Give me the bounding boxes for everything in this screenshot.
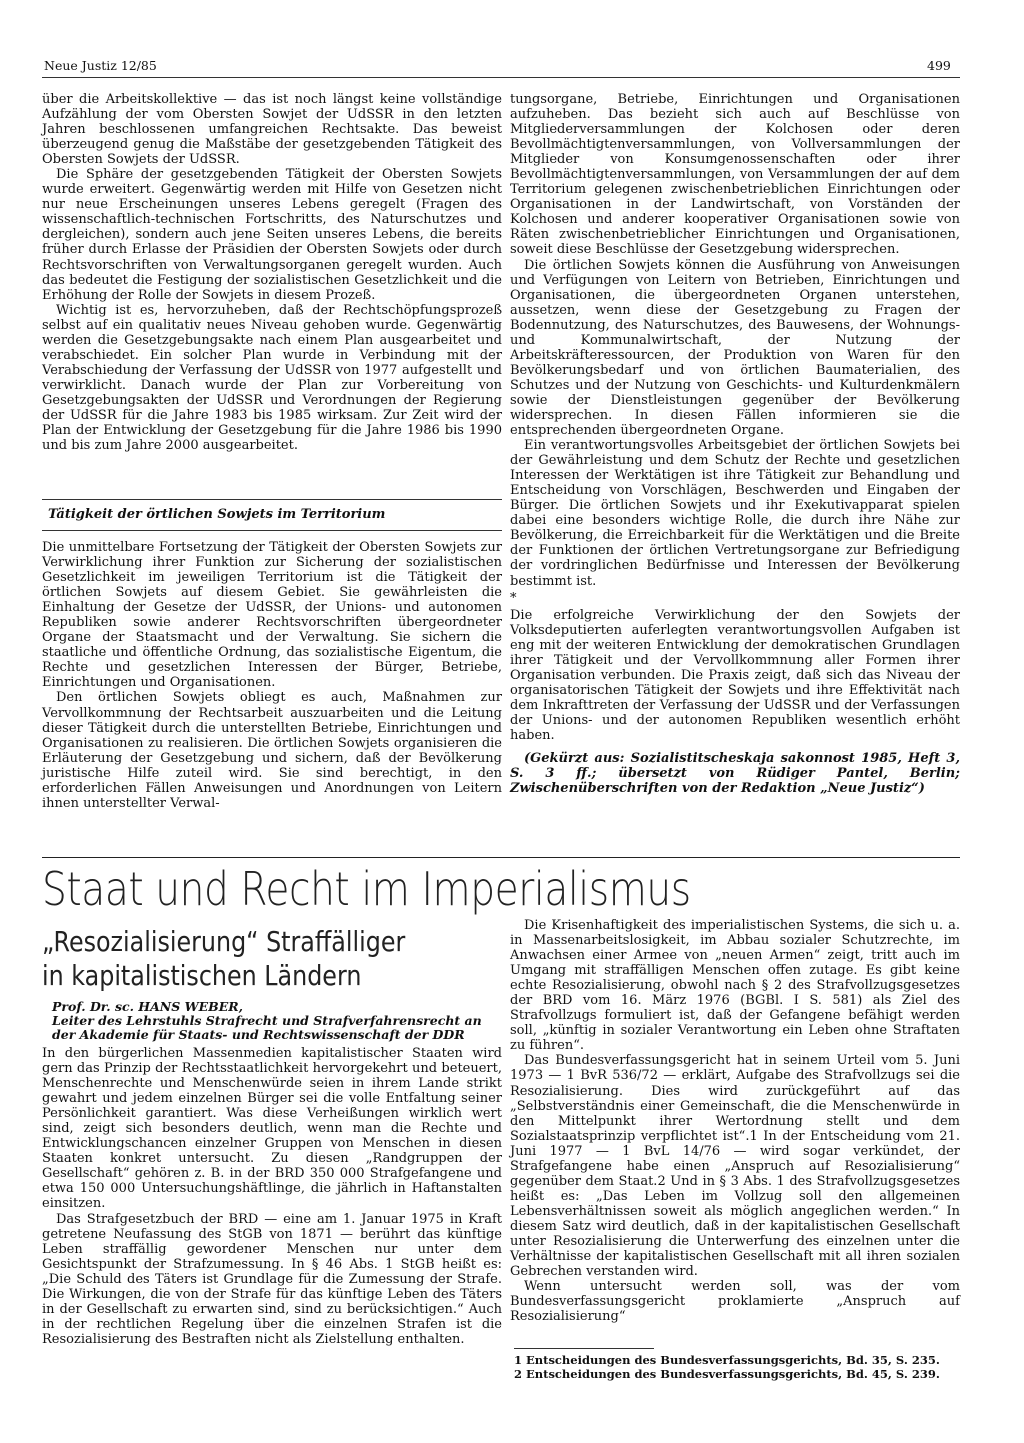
section-title: Staat und Recht im Imperialismus xyxy=(42,862,691,916)
author-affiliation: Leiter des Lehrstuhls Strafrecht und Strafverfahrensrecht an der Akademie für Staats- und Rechtswissenschaft der DDR xyxy=(52,1013,482,1042)
section-separator: * xyxy=(510,590,517,606)
paragraph: tungsorgane, Betriebe, Einrichtungen und Organisationen aufzuheben. Das bezieht sich auch auf Beschlüsse von Mitgliederversammlungen der Kolchosen oder deren Bevollmächtigtenversammlungen, von Vollversammlungen der Mitglieder von Konsumgenossenschaften oder ihrer Bevollmächtigtenversammlungen, von Versammlungen der auf dem Territorium gelegenen zwischenbetrieblichen Einrichtungen oder Organisationen in der Landwirtschaft, von Vorständen der Kolchosen und anderer kooperativer Organisationen sowie von Räten zwischenbetrieblicher Einrichtungen und Organisationen, soweit diese Beschlüsse der Gesetzgebung widersprechen. xyxy=(510,92,960,258)
column-1 xyxy=(42,92,502,453)
header-rule xyxy=(42,77,960,78)
paragraph: Ein verantwortungsvolles Arbeitsgebiet der örtlichen Sowjets bei der Gewährleistung und dem Schutz der Rechte und gesetzlichen Interessen der Werktätigen ist ihre Tätigkeit zur Behandlung und Entscheidung von Vorschlägen, Beschwerden und Eingaben der Bürger. Die örtlichen Sowjets und ihr Exekutivapparat spielen dabei eine besonders wichtige Rolle, die durch ihre Nähe zur Bevölkerung, die Erreichbarkeit für die Werktätigen und die Breite der Funktionen der örtlichen Vertretungsorgane zur Befriedigung der vordringlichen Bedürfnisse und Interessen der Bevölkerung bestimmt ist. xyxy=(510,438,960,589)
column-2 xyxy=(510,92,960,796)
paragraph: Die erfolgreiche Verwirklichung der den Sowjets der Volksdeputierten auferlegten verantwortungsvollen Aufgaben ist eng mit der weiteren Entwicklung der demokratischen Grundlagen ihrer Tätigkeit und der Vervollkommnung aller Formen ihrer Organisation verbunden. Die Praxis zeigt, daß sich das Niveau der organisatorischen Tätigkeit der Sowjets und ihre Effektivität nach dem Inkrafttreten der Verfassung der UdSSR und der Verfassungen der Unions- und der autonomen Republiken wesentlich erhöht haben. xyxy=(510,607,960,743)
footnote-rule xyxy=(514,1348,654,1349)
paragraph: Den örtlichen Sowjets obliegt es auch, Maßnahmen zur Vervollkommnung der Rechtsarbeit auszuarbeiten und die Leitung dieser Tätigkeit durch die unterstellten Betriebe, Einrichtungen und Organisationen zu realisieren. Die örtlichen Sowjets organisieren die Erläuterung der Gesetzgebung und sichern, daß der Bevölkerung juristische Hilfe zuteil wird. Sie sind berechtigt, in den erforderlichen Fällen Anweisungen und Anordnungen von Leitern ihnen unterstellter Verwal- xyxy=(42,690,502,811)
paragraph: Das Bundesverfassungsgericht hat in seinem Urteil vom 5. Juni 1973 — 1 BvR 536/72 — erklärt, Aufgabe des Strafvollzugs sei die Resozialisierung. Dies wird zurückgeführt auf das „Selbstverständnis einer Gemeinschaft, die die Menschenwürde in den Mittelpunkt ihrer Wertordnung stellt und dem Sozialstaatsprinzip verpflichtet ist“.1 In der Entscheidung vom 21. Juni 1977 — 1 BvL 14/76 — wird sogar verkündet, der Strafgefangene habe einen „Anspruch auf Resozialisierung“ gegenüber dem Staat.2 Und in § 3 Abs. 1 des Strafvollzugsgesetzes heißt es: „Das Leben im Vollzug soll den allgemeinen Lebensverhältnissen soweit als möglich angeglichen werden.“ In diesem Satz wird deutlich, daß in der kapitalistischen Gesellschaft unter Resozialisierung die Unterwerfung des einzelnen unter die Verhältnisse der kapitalistischen Gesellschaft mit all ihren sozialen Gebrechen verstanden wird. xyxy=(510,1053,960,1280)
paragraph: Die unmittelbare Fortsetzung der Tätigkeit der Obersten Sowjets zur Verwirklichung ihrer Funktion zur Sicherung der sozialistischen Gesetzlichkeit im jeweiligen Territorium ist die Tätigkeit der örtlichen Sowjets auf diesem Gebiet. Sie gewährleisten die Einhaltung der Gesetze der UdSSR, der Unions- und autonomen Republiken sowie anderer Rechtsvorschriften übergeordneter Organe der Staatsmacht und der Verwaltung. Sie sichern die staatliche und öffentliche Ordnung, das sozialistische Eigentum, die Rechte und gesetzlichen Interessen der Bürger, Betriebe, Einrichtungen und Organisationen. xyxy=(42,540,502,691)
article-title-line-2: in kapitalistischen Ländern xyxy=(42,959,362,992)
subheading: Tätigkeit der örtlichen Sowjets im Territorium xyxy=(48,507,386,522)
article-title xyxy=(42,925,405,993)
paragraph: In den bürgerlichen Massenmedien kapitalistischer Staaten wird gern das Prinzip der Rechtsstaatlichkeit hervorgekehrt und beteuert, Menschenrechte und Menschenwürde seien in ihrem Lande strikt gewahrt und jedem einzelnen Bürger sei die volle Entfaltung seiner Persönlichkeit garantiert. Was diese Verheißungen wirklich wert sind, zeigt sich besonders deutlich, wenn man die Rechte und Entwicklungschancen einzelner Gruppen von Menschen in diesen Staaten konkret untersucht. Zu diesen „Randgruppen der Gesellschaft“ gehören z. B. in der BRD 350 000 Strafgefangene und etwa 150 000 Untersuchungshäftlinge, die jährlich in Haftanstalten einsitzen. xyxy=(42,1046,502,1212)
footnote: 2 Entscheidungen des Bundesverfassungsgerichts, Bd. 45, S. 239. xyxy=(514,1367,940,1381)
paragraph: Wichtig ist es, hervorzuheben, daß der Rechtschöpfungsprozeß selbst auf ein qualitativ neues Niveau gehoben wurde. Gegenwärtig werden die Gesetzgebungsakte nach einem Plan ausgearbeitet und verabschiedet. Ein solcher Plan wurde in Verbindung mit der Verabschiedung der Verfassung der UdSSR von 1977 aufgestellt und verwirklicht. Danach wurde der Plan zur Vorbereitung von Gesetzgebungsakten der UdSSR und Verordnungen der Regierung der UdSSR für die Jahre 1983 bis 1985 wirksam. Zur Zeit wird der Plan der Entwicklung der Gesetzgebung für die Jahre 1986 bis 1990 und bis zum Jahre 2000 ausgearbeitet. xyxy=(42,302,502,454)
column-1b xyxy=(42,540,502,811)
author-block xyxy=(52,1000,502,1042)
footnote: 1 Entscheidungen des Bundesverfassungsgerichts, Bd. 35, S. 235. xyxy=(514,1353,940,1367)
column-4 xyxy=(510,918,960,1324)
subheading-box xyxy=(42,499,502,531)
article-title-line-1: „Resozialisierung“ Straffälliger xyxy=(42,925,406,958)
section-rule xyxy=(42,857,960,858)
source-note: (Gekürzt aus: Sozialistitscheskaja sakonnost 1985, Heft 3, S. 3 ff.; übersetzt von Rüdiger Pantel, Berlin; Zwischenüberschriften von der Redaktion „Neue Justiz“) xyxy=(510,751,960,797)
paragraph: Die örtlichen Sowjets können die Ausführung von Anweisungen und Verfügungen von Leitern von Betrieben, Einrichtungen und Organisationen, die übergeordneten Organen unterstehen, aussetzen, wenn diese der Gesetzgebung zu Fragen der Bodennutzung, des Naturschutzes, des Bauwesens, der Wohnungs- und Kommunalwirtschaft, der Nutzung der Arbeitskräfteressourcen, der Produktion von Waren für den Bevölkerungsbedarf und von örtlichen Baumaterialien, des Schutzes und der Nutzung von Geschichts- und Kulturdenkmälern sowie der Dienstleistungen gegenüber der Bevölkerung widersprechen. In diesen Fällen informieren sie die entsprechenden übergeordneten Organe. xyxy=(510,257,960,439)
journal-header: Neue Justiz 12/85 xyxy=(44,58,157,73)
page-number: 499 xyxy=(927,58,951,73)
paragraph: Wenn untersucht werden soll, was der vom Bundesverfassungsgericht proklamierte „Anspruch auf Resozialisierung“ xyxy=(510,1279,960,1325)
paragraph: über die Arbeitskollektive — das ist noch längst keine vollständige Aufzählung der vom Obersten Sowjet der UdSSR in den letzten Jahren beschlossenen umfangreichen Rechtsakte. Das beweist überzeugend genug die Maßstäbe der gesetzgebenden Tätigkeit des Obersten Sowjets der UdSSR. xyxy=(42,92,502,168)
paragraph: Die Krisenhaftigkeit des imperialistischen Systems, die sich u. a. in Massenarbeitslosigkeit, im Abbau sozialer Schutzrechte, im Anwachsen einer Armee von „neuen Armen“ zeigt, tritt auch im Umgang mit straffälligen Menschen offen zutage. Es gibt keine echte Resozialisierung, obwohl nach § 2 des Strafvollzugsgesetzes der BRD vom 16. März 1976 (BGBl. I S. 581) als Ziel des Strafvollzugs formuliert ist, daß der Gefangene befähigt werden soll, „künftig in sozialer Verantwortung ein Leben ohne Straftaten zu führen“. xyxy=(510,918,960,1054)
column-3 xyxy=(42,1046,502,1347)
author-name: Prof. Dr. sc. HANS WEBER, xyxy=(52,999,244,1014)
paragraph: Die Sphäre der gesetzgebenden Tätigkeit der Obersten Sowjets wurde erweitert. Gegenwärtig werden mit Hilfe von Gesetzen nicht nur neue Erscheinungen unseres Lebens geregelt (Fragen des wissenschaftlich-technischen Fortschritts, des Naturschutzes und dergleichen), sondern auch jene Seiten unseres Lebens, die bereits früher durch Erlasse der Präsidien der Obersten Sowjets oder durch Rechtsvorschriften von Verwaltungsorganen geregelt wurden. Auch das bedeutet die Festigung der sozialistischen Gesetzlichkeit und die Erhöhung der Rolle der Sowjets in diesem Prozeß. xyxy=(42,167,502,303)
paragraph: Das Strafgesetzbuch der BRD — eine am 1. Januar 1975 in Kraft getretene Neufassung des StGB von 1871 — berührt das künftige Leben straffällig gewordener Menschen nur unter dem Gesichtspunkt der Strafzumessung. In § 46 Abs. 1 StGB heißt es: „Die Schuld des Täters ist Grundlage für die Zumessung der Strafe. Die Wirkungen, die von der Strafe für das künftige Leben des Täters in der Gesellschaft zu erwarten sind, sind zu berücksichtigen.“ Auch in der rechtlichen Regelung über die einzelnen Strafen ist die Resozialisierung des Bestraften nicht als Zielstellung enthalten. xyxy=(42,1211,502,1347)
